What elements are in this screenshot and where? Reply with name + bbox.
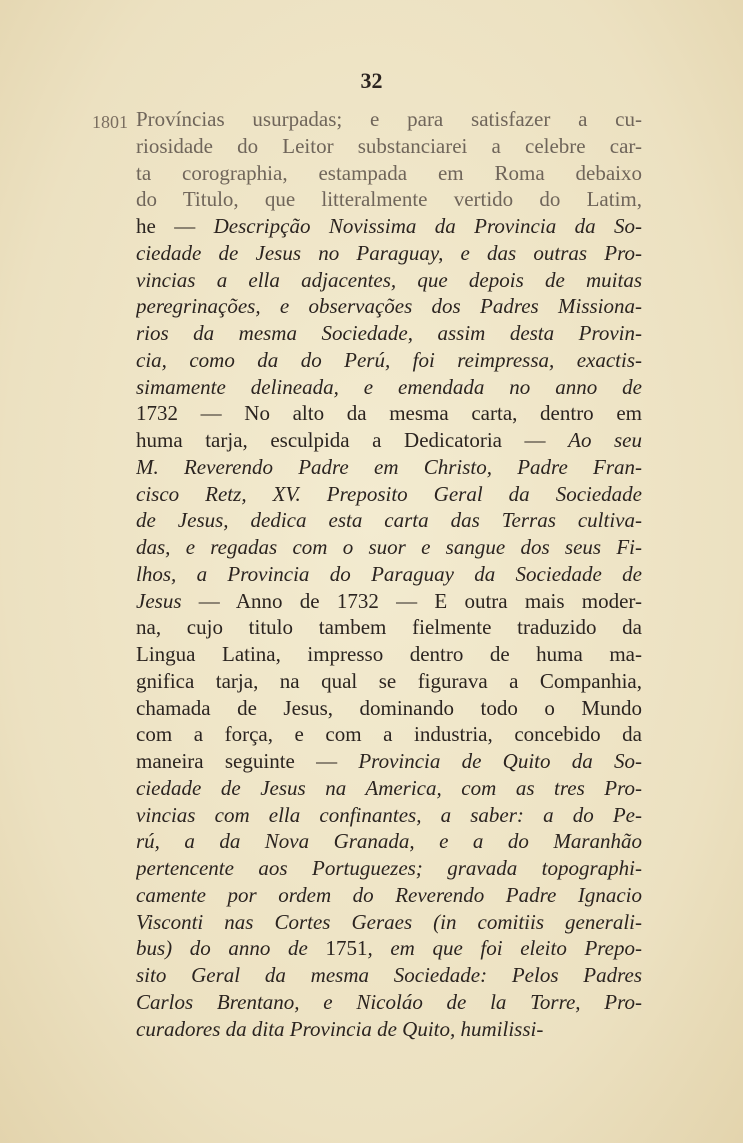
italic-text-segment: cisco Retz, XV. Preposito Geral da Sociedade [136, 481, 642, 506]
italic-text-segment: vincias a ella adjacentes, que depois de muitas [136, 267, 642, 292]
body-text [136, 106, 642, 1042]
italic-text-segment: vincias com ella confinantes, a saber: a do Pe- [136, 802, 642, 827]
text-line [136, 855, 642, 882]
italic-text-segment: Ao seu [568, 428, 642, 452]
italic-text-segment: das, e regadas com o suor e sangue dos seus Fi- [136, 535, 642, 559]
italic-text-segment: Jesus [136, 588, 182, 613]
italic-text-segment: rú, a da Nova Granada, e a do Maranhão [136, 829, 642, 854]
text-line [136, 507, 642, 534]
text-line [136, 481, 642, 508]
margin-year-note: 1801 [92, 112, 128, 132]
italic-text-segment: lhos, a Provincia do Paraguay da Sociedade de [136, 561, 642, 586]
text-line [136, 721, 642, 748]
text-line [136, 534, 642, 561]
text-segment: do Titulo, que litteralmente vertido do Latim, [136, 187, 642, 212]
text-line [136, 1016, 642, 1043]
italic-text-segment: pertencente aos Portuguezes; gravada topographi- [136, 856, 642, 880]
text-segment: huma tarja, esculpida a Dedicatoria — [136, 428, 569, 452]
text-line [136, 106, 642, 133]
text-segment: Lingua Latina, impresso dentro de huma ma- [136, 642, 642, 666]
text-segment: 1751 [325, 936, 368, 961]
text-line [136, 668, 642, 695]
italic-text-segment: camente por ordem do Reverendo Padre Ignacio [136, 882, 642, 907]
italic-text-segment: peregrinações, e observações dos Padres Missiona- [136, 294, 642, 319]
italic-text-segment: Descripção Novissima da Provincia da So- [213, 214, 642, 238]
text-line [136, 240, 642, 267]
text-segment: riosidade do Leitor substanciarei a celebre car- [136, 133, 642, 158]
text-line [136, 614, 642, 641]
italic-text-segment: cia, como da do Perú, foi reimpressa, exactis- [136, 347, 642, 372]
text-segment: maneira seguinte — [136, 749, 359, 773]
text-line [136, 320, 642, 347]
text-line [136, 561, 642, 588]
text-line [136, 454, 642, 481]
text-line [136, 962, 642, 989]
text-line [136, 293, 642, 320]
text-line [136, 695, 642, 722]
text-segment: — Anno de 1732 — E outra mais moder- [181, 588, 642, 613]
text-line [136, 588, 642, 615]
text-segment: na, cujo titulo tambem fielmente traduzido da [136, 615, 642, 640]
text-line [136, 427, 642, 454]
text-line [136, 802, 642, 829]
text-segment: 1732 — No alto da mesma carta, dentro em [136, 401, 642, 426]
italic-text-segment: ciedade de Jesus no Paraguay, e das outras Pro- [136, 240, 642, 265]
text-segment: ta corographia, estampada em Roma debaixo [136, 160, 642, 185]
italic-text-segment: Provincia de Quito da So- [358, 749, 642, 773]
text-line [136, 828, 642, 855]
text-segment: gnifica tarja, na qual se figurava a Companhia, [136, 668, 642, 693]
text-line [136, 213, 642, 240]
text-segment: Províncias usurpadas; e para satisfazer a cu- [136, 107, 642, 131]
text-line [136, 133, 642, 160]
text-line [136, 400, 642, 427]
text-line [136, 935, 642, 962]
text-line [136, 989, 642, 1016]
text-line [136, 347, 642, 374]
text-line [136, 267, 642, 294]
italic-text-segment: sito Geral da mesma Sociedade: Pelos Padres [136, 963, 642, 987]
page-number: 32 [360, 68, 383, 93]
italic-text-segment: bus) do anno de [136, 936, 326, 961]
italic-text-segment: Carlos Brentano, e Nicoláo de la Torre, Pro- [136, 989, 642, 1014]
text-line [136, 909, 642, 936]
italic-text-segment: Visconti nas Cortes Geraes (in comitiis generali- [136, 909, 642, 934]
text-line [136, 374, 642, 401]
text-line [136, 186, 642, 213]
italic-text-segment: de Jesus, dedica esta carta das Terras cultiva- [136, 508, 642, 533]
italic-text-segment: ciedade de Jesus na America, com as tres Pro- [136, 775, 642, 800]
text-segment: com a força, e com a industria, concebido da [136, 722, 642, 747]
text-line [136, 160, 642, 187]
italic-text-segment: curadores da dita Provincia de Quito, humilissi- [136, 1016, 544, 1041]
text-line [136, 748, 642, 775]
text-line [136, 641, 642, 668]
text-line [136, 775, 642, 802]
italic-text-segment: , em que foi eleito Prepo- [367, 936, 642, 961]
italic-text-segment: M. Reverendo Padre em Christo, Padre Fran- [136, 454, 642, 479]
italic-text-segment: simamente delineada, e emendada no anno de [136, 374, 642, 399]
text-segment: he — [136, 214, 214, 238]
text-segment: chamada de Jesus, dominando todo o Mundo [136, 695, 642, 720]
text-line [136, 882, 642, 909]
italic-text-segment: rios da mesma Sociedade, assim desta Provin- [136, 321, 642, 345]
